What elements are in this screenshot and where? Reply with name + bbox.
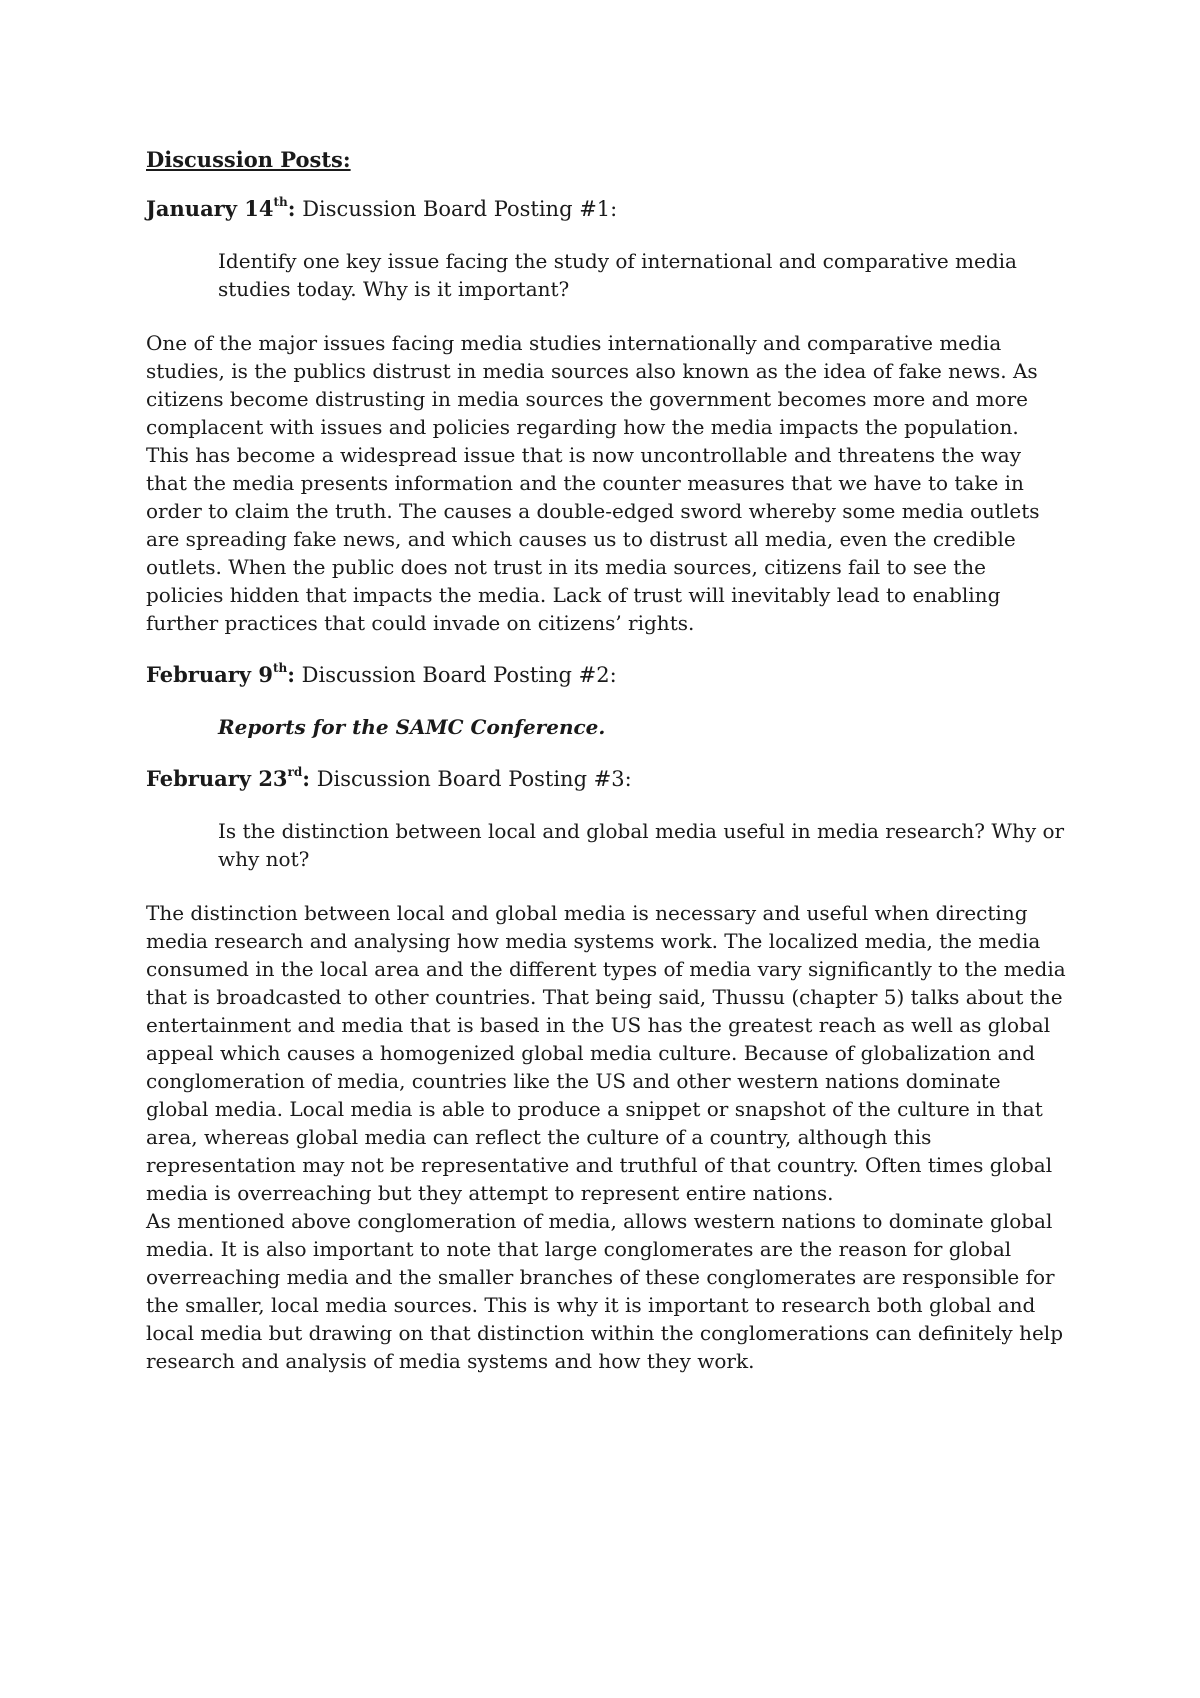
post-2-prompt: Reports for the SAMC Conference. xyxy=(218,715,606,739)
post-1-response: One of the major issues facing media studies internationally and comparative media studies, is the publics distrust in media sources also known as the idea of fake news. As citizens become distrusting in media sources the government becomes more and more complacent with issues and policies regarding how the media impacts the population. This has become a widespread issue that is now uncontrollable and threatens the way that the media presents information and the counter measures that we have to take in order to claim the truth. The causes a double-edged sword whereby some media outlets are spreading fake news, and which causes us to distrust all media, even the credible outlets. When the public does not trust in its media sources, citizens fail to see the policies hidden that impacts the media. Lack of trust will inevitably lead to enabling further practices that could invade on citizens’ rights. xyxy=(146,331,1040,635)
post-3-prompt: Is the distinction between local and global media useful in media research? Why or why not? xyxy=(218,819,1065,871)
post-2-header xyxy=(146,661,1076,689)
post-2-date: February 9th: xyxy=(146,661,295,687)
post-1-label: Discussion Board Posting #1: xyxy=(295,197,618,221)
post-3-response-2: As mentioned above conglomeration of media, allows western nations to dominate global media. It is also important to note that large conglomerates are the reason for global overreaching media and the smaller branches of these conglomerates are responsible for the smaller, local media sources. This is why it is important to research both global and local media but drawing on that distinction within the conglomerations can definitely help research and analysis of media systems and how they work. xyxy=(146,1209,1063,1373)
document-page xyxy=(146,146,1076,1375)
post-3-response-1: The distinction between local and global media is necessary and useful when directing media research and analysing how media systems work. The localized media, the media consumed in the local area and the different types of media vary significantly to the media that is broadcasted to other countries. That being said, Thussu (chapter 5) talks about the entertainment and media that is based in the US has the greatest reach as well as global appeal which causes a homogenized global media culture. Because of globalization and conglomeration of media, countries like the US and other western nations dominate global media. Local media is able to produce a snippet or snapshot of the culture in that area, whereas global media can reflect the culture of a country, although this representation may not be representative and truthful of that country. Often times global media is overreaching but they attempt to represent entire nations. xyxy=(146,901,1066,1205)
post-1-header xyxy=(146,195,1076,223)
post-1-prompt: Identify one key issue facing the study of international and comparative media studies today. Why is it important? xyxy=(218,249,1017,301)
page-heading: Discussion Posts: xyxy=(146,147,351,172)
post-3-header xyxy=(146,765,1076,793)
post-1-date: January 14th: xyxy=(146,195,296,221)
post-3-date: February 23rd: xyxy=(146,765,311,791)
post-3-label: Discussion Board Posting #3: xyxy=(310,767,632,791)
post-2-label: Discussion Board Posting #2: xyxy=(294,663,617,687)
